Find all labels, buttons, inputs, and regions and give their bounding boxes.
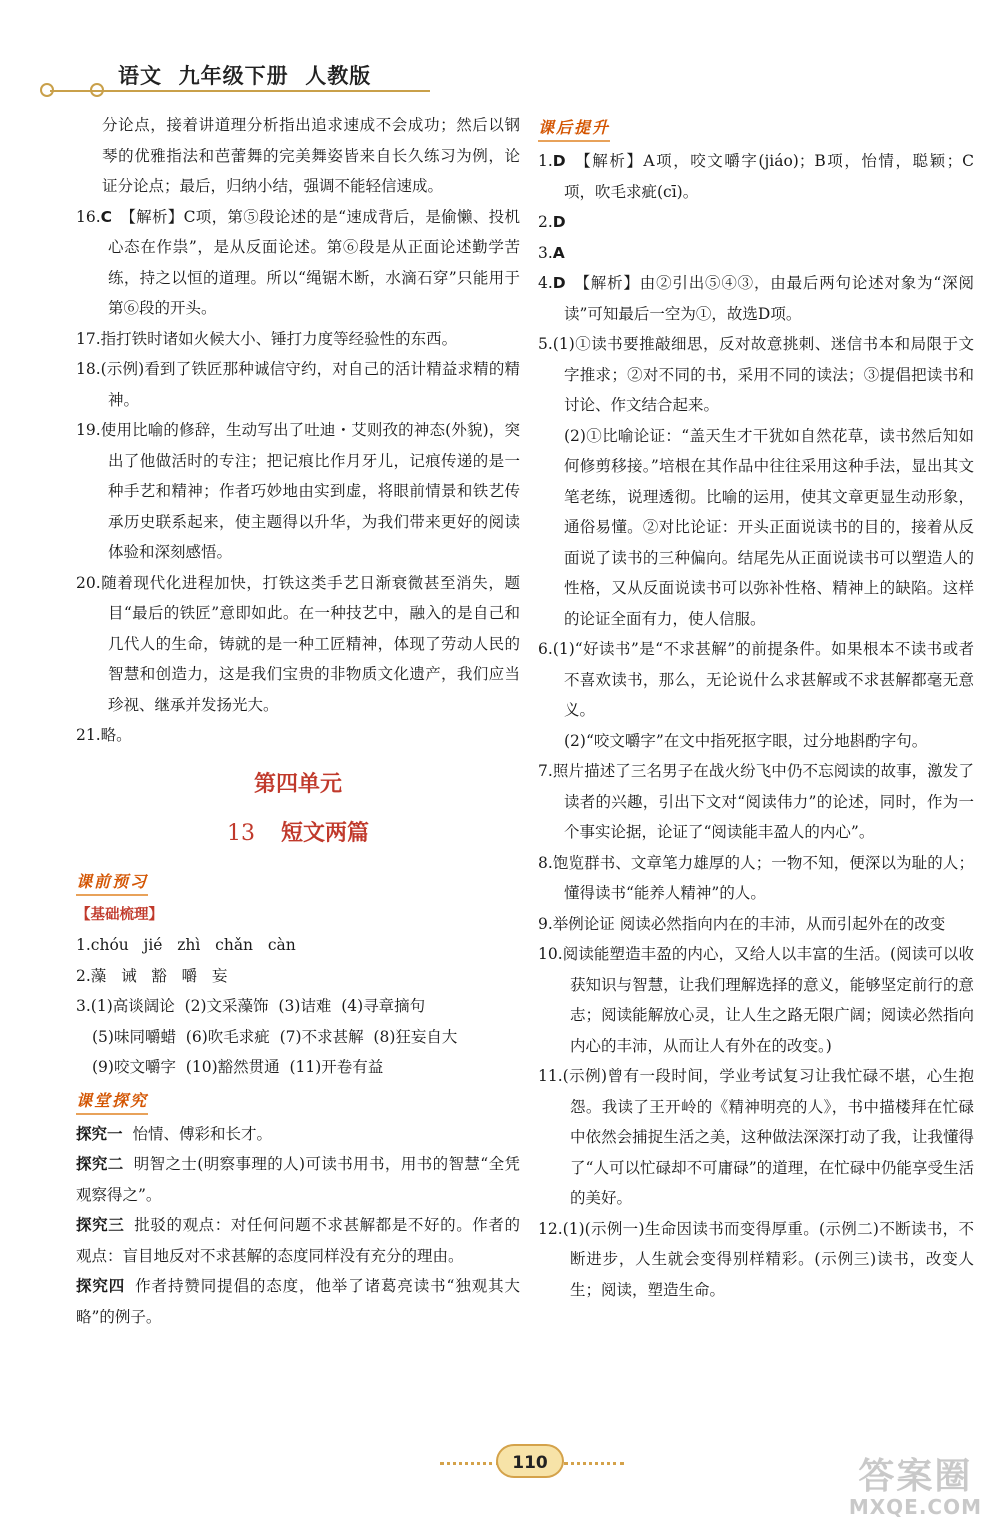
explore-text: 明智之士(明察事理的人)可读书用书，用书的智慧“全凭观察得之”。	[76, 1155, 520, 1204]
answer-number: 2.	[538, 213, 553, 231]
subheading-basics: 【基础梳理】	[76, 906, 163, 923]
lesson-title	[76, 813, 520, 854]
answer-item	[76, 324, 520, 355]
header-rule	[50, 90, 430, 92]
answer-number: 18.	[76, 360, 101, 378]
answer-number: 6.	[538, 640, 553, 658]
left-column	[76, 110, 520, 1332]
answer-number: 3.	[538, 243, 553, 262]
page-number: 110	[496, 1444, 564, 1478]
footer-dots	[440, 1462, 500, 1465]
answer-item	[76, 720, 520, 751]
answer-item	[538, 329, 974, 421]
basic-item: (9)咬文嚼字 (10)豁然贯通 (11)开卷有益	[92, 1058, 384, 1076]
section-heading-preview: 课前预习	[76, 870, 148, 896]
answer-item	[538, 238, 974, 269]
explore-text: 作者持赞同提倡的态度，他举了诸葛亮读书“独观其大略”的例子。	[76, 1277, 520, 1326]
watermark-logo	[849, 1448, 982, 1519]
answer-text: 【解析】由②引出⑤④③，由最后两句论述对象为“深阅读”可知最后一空为①，故选D项。	[564, 274, 974, 323]
explore-item	[76, 1149, 520, 1210]
page-footer	[440, 1440, 620, 1480]
answer-text: 分论点，接着讲道理分析指出追求速成不会成功；然后以钢琴的优雅指法和芭蕾舞的完美舞姿皆来自长久练习为例，论证分论点；最后，归纳小结，强调不能轻信速成。	[102, 116, 520, 195]
section-heading-explore: 课堂探究	[76, 1089, 148, 1115]
answer-item	[538, 939, 974, 1061]
watermark-url: MXQE.COM	[848, 1495, 982, 1519]
answer-number: 17.	[76, 329, 101, 348]
answer-item	[538, 146, 974, 207]
basic-item: 1.chóu jié zhì chǎn càn	[76, 936, 296, 954]
answer-choice: D	[552, 274, 566, 292]
answer-number: 4.	[538, 274, 553, 292]
answer-item	[76, 568, 520, 721]
page-header	[40, 58, 460, 98]
answer-text: 【解析】A项，咬文嚼字(jiáo)；B项，怡情，聪颖；C项，吹毛求疵(cī)。	[564, 152, 974, 201]
answer-item	[538, 848, 974, 909]
section-heading-after-class: 课后提升	[538, 116, 610, 142]
answer-choice: D	[552, 213, 566, 231]
answer-item	[538, 268, 974, 329]
answer-choice: C	[100, 207, 113, 226]
answer-text: (2)“咬文嚼字”在文中指死抠字眼，过分地斟酌字句。	[564, 731, 928, 750]
answer-number: 1.	[538, 152, 553, 170]
answer-text: 饱览群书、文章笔力雄厚的人；一物不知，便深以为耻的人；懂得读书“能养人精神”的人。	[552, 853, 974, 902]
answer-text: 照片描述了三名男子在战火纷飞中仍不忘阅读的故事，激发了读者的兴趣，引出下文对“阅读伟力”的论述，同时，作为一个事实论据，论证了“阅读能丰盈人的内心”。	[552, 762, 974, 841]
answer-item	[538, 207, 974, 238]
explore-label: 探究二	[76, 1155, 124, 1173]
answer-number: 9.	[538, 914, 553, 933]
explore-label: 探究三	[76, 1216, 125, 1234]
right-column	[538, 110, 974, 1305]
answer-number: 8.	[538, 853, 553, 872]
answer-number: 10.	[538, 945, 563, 963]
footer-dots	[564, 1462, 624, 1465]
answer-text: (1)①读书要推敲细思，反对故意挑刺、迷信书本和局限于文字推求；②对不同的书，采用不同的读法；③提倡把读书和讨论、作文结合起来。	[552, 335, 974, 414]
basic-item: (5)味同嚼蜡 (6)吹毛求疵 (7)不求甚解 (8)狂妄自大	[92, 1027, 458, 1046]
answer-item	[538, 1214, 974, 1306]
answer-item	[76, 202, 520, 324]
answer-item	[538, 909, 974, 940]
answer-number: 12.	[538, 1219, 563, 1238]
answer-text: 阅读能塑造丰盈的内心，又给人以丰富的生活。(阅读可以收获知识与智慧，让我们理解选择的意义，能够坚定前行的意志；阅读能解放心灵，让人生之路无限广阔；阅读必然指向内心的丰沛，从而让人有外在的改变。)	[562, 945, 974, 1055]
answer-text: 【解析】C项，第⑤段论述的是“速成背后，是偷懒、投机心态在作祟”，是从反面论述。第⑥段是从正面论述勤学苦练，持之以恒的道理。所以“绳锯木断，水滴石穿”只能用于第⑥段的开头。	[108, 207, 520, 317]
answer-number: 7.	[538, 762, 553, 780]
answer-choice: D	[552, 152, 566, 170]
answer-number: 20.	[76, 573, 101, 592]
explore-text: 批驳的观点：对任何问题不求甚解都是不好的。作者的观点：盲目地反对不求甚解的态度同样没有充分的理由。	[76, 1216, 520, 1265]
explore-text: 怡情、傅彩和长才。	[132, 1124, 273, 1143]
answer-item	[76, 354, 520, 415]
watermark-text: 答案圈	[858, 1456, 973, 1497]
answer-item	[538, 726, 974, 757]
answer-text: (示例)曾有一段时间，学业考试复习让我忙碌不堪，心生抱怨。我读了王开岭的《精神明亮的人》，书中描楼拜在忙碌中依然会捕捉生活之美，这种做法深深打动了我，让我懂得了“人可以忙碌却不可庸碌”的道理，在忙碌中仍能享受生活的美好。	[562, 1067, 974, 1207]
basic-item: 2.藻 诫 豁 嚼 妄	[76, 966, 228, 985]
book-title: 语文 九年级下册 人教版	[118, 64, 372, 88]
answer-text: (2)①比喻论证：“盖天生才干犹如自然花草，读书然后知如何修剪移接。”培根在其作品中往往采用这种手法，显出其文笔老练，说理透彻。比喻的运用，使其文章更显生动形象，通俗易懂。②对比论证：开头正面说读书的目的，接着从反面说了读书的三种偏向。结尾先从正面说读书可以塑造人的性格，又从反面说读书可以弥补性格、精神上的缺陷。这样的论证全面有力，使人信服。	[564, 426, 974, 628]
answer-item	[76, 415, 520, 568]
answer-text: 举例论证 阅读必然指向内在的丰沛，从而引起外在的改变	[552, 914, 946, 933]
basic-item: 3.(1)高谈阔论 (2)文采藻饰 (3)诘难 (4)寻章摘句	[76, 997, 426, 1015]
answer-item	[538, 1061, 974, 1214]
answer-text: (1)“好读书”是“不求甚解”的前提条件。如果根本不读书或者不喜欢读书，那么，无论说什么求甚解或不求甚解都毫无意义。	[552, 640, 974, 719]
answer-item	[538, 756, 974, 848]
answer-item	[538, 634, 974, 726]
answer-number: 21.	[76, 726, 101, 744]
lesson-number: 13	[226, 820, 255, 846]
explore-item	[76, 1271, 520, 1332]
answer-number: 11.	[538, 1067, 563, 1085]
unit-title: 第四单元	[253, 771, 342, 797]
answer-text: 使用比喻的修辞，生动写出了吐迪・艾则孜的神态(外貌)，突出了他做活时的专注；把记痕比作月牙儿，记痕传递的是一种手艺和精神；作者巧妙地由实到虚，将眼前情景和铁艺传承历史联系起来，使主题得以升华，为我们带来更好的阅读体验和深刻感悟。	[100, 421, 520, 561]
explore-item	[76, 1210, 520, 1271]
answer-text: (示例)看到了铁匠那种诚信守约，对自己的活计精益求精的精神。	[100, 360, 520, 409]
answer-choice: A	[552, 243, 565, 262]
explore-label: 探究一	[76, 1124, 123, 1143]
answer-number: 16.	[76, 207, 101, 226]
explore-item	[76, 1119, 520, 1150]
answer-item	[76, 110, 520, 202]
answer-text: 随着现代化进程加快，打铁这类手艺日渐衰微甚至消失，题目“最后的铁匠”意即如此。在一种技艺中，融入的是自己和几代人的生命，铸就的是一种工匠精神，体现了劳动人民的智慧和创造力，这是我们宝贵的非物质文化遗产，我们应当珍视、继承并发扬光大。	[100, 573, 520, 714]
answer-text: 指打铁时诸如火候大小、锤打力度等经验性的东西。	[100, 329, 458, 348]
answer-text: (1)(示例一)生命因读书而变得厚重。(示例二)不断读书，不断进步，人生就会变得别样精彩。(示例三)读书，改变人生；阅读，塑造生命。	[562, 1219, 974, 1299]
answer-item	[538, 421, 974, 635]
explore-label: 探究四	[76, 1277, 126, 1295]
answer-number: 5.	[538, 335, 553, 353]
answer-number: 19.	[76, 421, 101, 439]
answer-text: 略。	[100, 726, 132, 744]
lesson-name: 短文两篇	[280, 819, 369, 846]
